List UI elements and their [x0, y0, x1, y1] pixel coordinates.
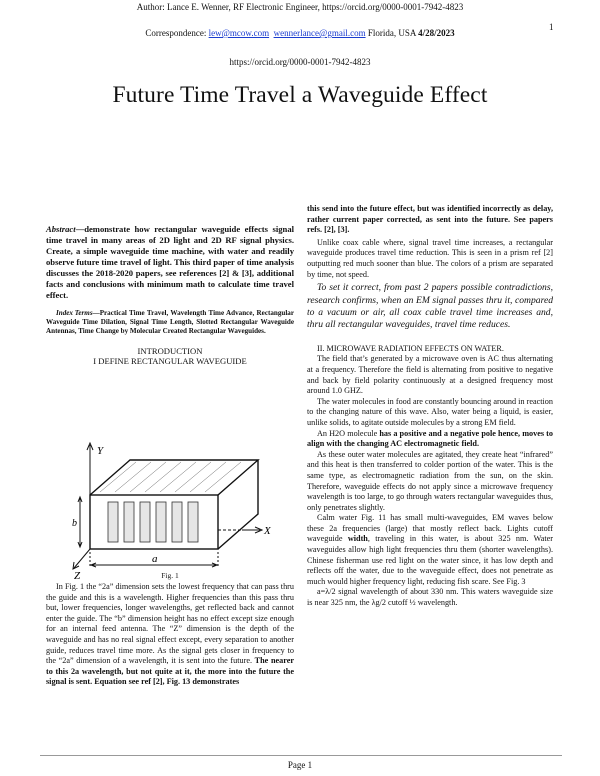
- section-2-heading: II. MICROWAVE RADIATION EFFECTS ON WATER.: [317, 343, 504, 353]
- dimension-label-b: b: [72, 518, 77, 529]
- h2o-bold: has a positive and a negative pole hence, moves to align with the changing AC electromagnetic field.: [307, 428, 553, 449]
- calm-a: Calm water Fig. 11 has small multi-waveguides, EM waves below these 2a frequencies (large) that mostly reflect back. Lights cutoff waveguide: [307, 513, 553, 544]
- page-footer: Page 1: [287, 760, 313, 770]
- calm-bold: width: [347, 534, 368, 544]
- abstract-text: —demonstrate how rectangular waveguide effects signal time travel in many areas of 2D light and 2D RF signal physics. Create, a simple waveguide time machine, with water and readily observe future time travel of light. This third paper of time analysis discusses the 2018-2020 papers, see references [2] & [3], additional facts and conclusions with minimum math to calculate time travel effect.: [46, 224, 294, 300]
- right-column: [307, 204, 553, 609]
- waveguide-top-face: [90, 460, 258, 495]
- abstract: [46, 224, 294, 301]
- location: Florida, USA: [367, 28, 416, 38]
- correction-paragraph: To set it correct, from past 2 papers possible contradictions, research confirms, when an EM signal passes thru it, compared to a vacuum or air, all coax cable travel time increases and, thru all rectangular waveguides, travel time reduces.: [307, 282, 553, 331]
- intro-heading: INTRODUCTION: [137, 345, 203, 356]
- index-text: —Practical Time Travel, Wavelength Time Advance, Rectangular Waveguide Time Dilation, Signal Time Length, Slotted Rectangular Waveguide Antennas, Time Change by Molecular Created Rectangular Waveguides.: [46, 309, 294, 336]
- paper-title: Future Time Travel a Waveguide Effect: [112, 82, 488, 108]
- figure-1: [70, 440, 280, 580]
- axis-label-x: X: [264, 525, 271, 537]
- dimension-label-a: a: [152, 553, 158, 565]
- para1-plain: In Fig. 1 the “2a” dimension sets the lowest frequency that can pass thru the guide and this is a wavelength. Higher frequencies than this pass thru but, lower frequencies, longer wavelengths, get reflected back and cannot enter the guide. The “b” dimension height has no effect except size enough for an internal feed antenna. The “Z” dimension is the depth of the waveguide and has no real signal effect except, every separation to another guide, reduces travel time more. As the signal gets closer in frequency to the “2a” dimension of a wavelength, it is sent into the future.: [46, 582, 294, 666]
- figure-1-caption: Fig. 1: [161, 571, 179, 580]
- page-number: 1: [549, 22, 554, 32]
- continuation-bold: this send into the future effect, but was identified incorrectly as delay, rather current paper corrected, as sent into the future. See papers refs. [2], [3].: [307, 204, 553, 235]
- outer-molecules-paragraph: As these outer water molecules are agitated, they create heat “infrared” and this heat is then transferred to colder portion of the water. This is the same type, as electromagnetic radiation from the sun, on the skin. Therefore, waveguide effects do not apply since a microwave frequency wavelength is too large, to go through waters rectangular waveguides thus, only penetrates slightly.: [307, 449, 553, 512]
- footer-rule: [40, 755, 562, 756]
- orcid-line: https://orcid.org/0000-0001-7942-4823: [229, 57, 371, 67]
- email-link-1[interactable]: lew@mcow.com: [208, 28, 270, 38]
- abstract-label: Abstract: [46, 224, 76, 234]
- calm-water-paragraph: [307, 513, 553, 587]
- equation-paragraph: a=λ/2 signal wavelength of about 330 nm. This waters waveguide size is near 325 nm, the λg/2 cutoff ½ wavelength.: [307, 587, 553, 608]
- waveguide-right-face: [218, 460, 258, 549]
- coax-paragraph: Unlike coax cable where, signal travel time increases, a rectangular waveguide produces travel time reduction. This is seen in a prism ref [2] outputting red much sooner than blue. The colors of a prism are separated by time, not speed.: [307, 237, 553, 279]
- h2o-paragraph: [307, 429, 553, 450]
- left-column: [46, 224, 294, 367]
- index-terms: [46, 309, 294, 337]
- correspondence-line: [0, 28, 600, 38]
- para1-bold: The nearer to this 2a wavelength, but not quite at it, the more into the future the signal is sent. Equation see ref [2], Fig. 13 demonstrates: [46, 656, 295, 687]
- molecules-paragraph: The water molecules in food are constantly bouncing around in reaction to the changing nature of this wave. Also, water being a liquid, is easier, unlike solids, to agitate outside molecules by a strong EM field.: [307, 396, 553, 427]
- date: 4/28/2023: [418, 28, 455, 38]
- email-link-2[interactable]: wennerlance@gmail.com: [273, 28, 366, 38]
- h2o-plain: An H2O molecule: [317, 428, 380, 438]
- axis-label-y: Y: [97, 445, 104, 457]
- index-label: Index Terms: [56, 309, 93, 317]
- section-1-heading: I DEFINE RECTANGULAR WAVEGUIDE: [93, 356, 247, 367]
- calm-b: , traveling in this water, is about 325 nm. Water waveguides allow high light frequencies thru them (shorter wavelengths). Chinese fisherman use red light on the water since, it has low depth and reflects off the water, due to the waveguide effect, does not penetrate as much would higher frequency light, reducing fish scare. See Fig. 3: [307, 534, 553, 586]
- waveguide-diagram: [70, 440, 280, 580]
- left-para-1: [46, 582, 294, 688]
- correspondence-label: Correspondence:: [145, 28, 207, 38]
- axis-label-z: Z: [74, 570, 81, 580]
- field-paragraph: The field that’s generated by a microwave oven is AC thus alternating at a frequency. Therefore the field is alternating from positive to negative and back by field polarity continuously at a designed frequency most around 1.0 GHZ.: [307, 354, 553, 396]
- author-line: Author: Lance E. Wenner, RF Electronic Engineer, https://orcid.org/0000-0001-7942-4823: [136, 2, 464, 12]
